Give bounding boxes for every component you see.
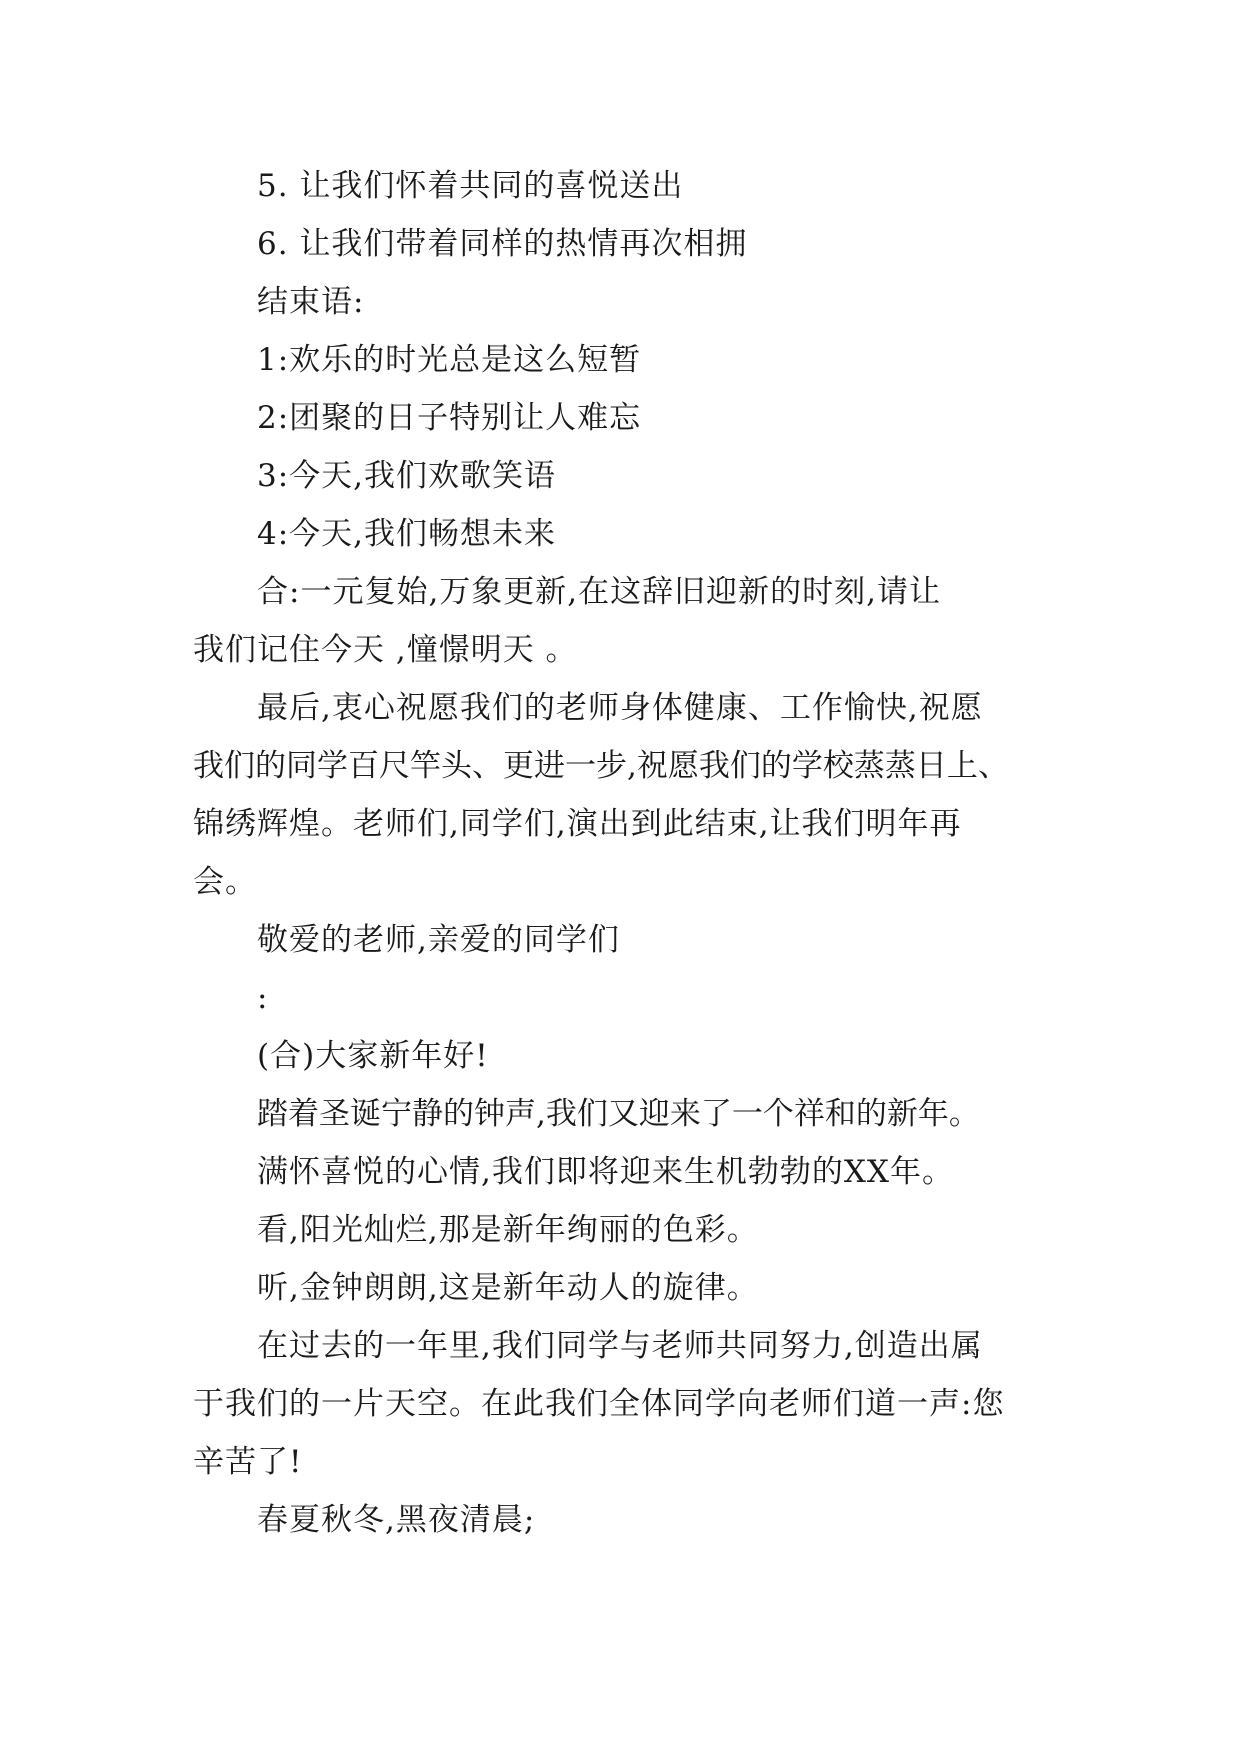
text-line: 踏着圣诞宁静的钟声,我们又迎来了一个祥和的新年。	[257, 1096, 980, 1132]
text-line: 看,阳光灿烂,那是新年绚丽的色彩。	[257, 1212, 759, 1248]
document-body	[193, 157, 1073, 1549]
text-line: 1:欢乐的时光总是这么短暂	[257, 342, 642, 378]
text-line: 2:团聚的日子特别让人难忘	[257, 400, 642, 436]
text-line: 敬爱的老师,亲爱的同学们	[257, 922, 620, 958]
text-line: 会。	[193, 864, 257, 900]
text-line: 我们的同学百尺竿头、更进一步,祝愿我们的学校蒸蒸日上、	[193, 748, 1009, 784]
text-line: 最后,衷心祝愿我们的老师身体健康、工作愉快,祝愿	[257, 690, 983, 726]
text-line: 在过去的一年里,我们同学与老师共同努力,创造出属	[257, 1328, 983, 1364]
text-line: :	[257, 980, 269, 1016]
text-line: 5. 让我们怀着共同的喜悦送出	[257, 168, 684, 204]
text-line: 合:一元复始,万象更新,在这辞旧迎新的时刻,请让	[257, 574, 942, 610]
text-line: 我们记住今天 ,憧憬明天 。	[193, 632, 578, 668]
section-heading: 结束语:	[257, 284, 365, 320]
text-line: 满怀喜悦的心情,我们即将迎来生机勃勃的XX年。	[257, 1154, 954, 1190]
text-line: 听,金钟朗朗,这是新年动人的旋律。	[257, 1270, 759, 1306]
text-line: 锦绣辉煌。老师们,同学们,演出到此结束,让我们明年再	[193, 806, 962, 842]
text-line: (合)大家新年好!	[257, 1038, 489, 1074]
text-line: 6. 让我们带着同样的热情再次相拥	[257, 226, 748, 262]
text-line: 春夏秋冬,黑夜清晨;	[257, 1502, 536, 1538]
text-line: 辛苦了!	[193, 1444, 303, 1480]
text-line: 于我们的一片天空。在此我们全体同学向老师们道一声:您	[193, 1386, 1005, 1422]
text-line: 3:今天,我们欢歌笑语	[257, 458, 557, 494]
text-line: 4:今天,我们畅想未来	[257, 516, 557, 552]
